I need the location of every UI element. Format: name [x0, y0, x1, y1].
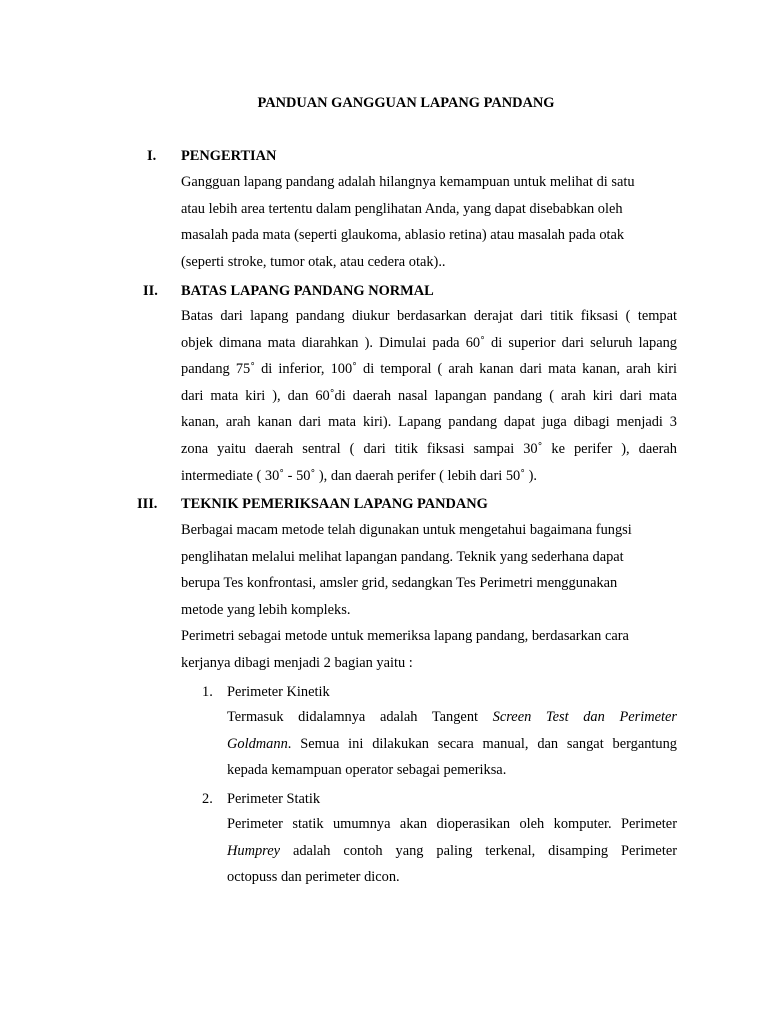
section-2-line: intermediate ( 30˚ - 50˚ ), dan daerah perifer ( lebih dari 50˚ ).	[181, 467, 538, 484]
document-title: PANDUAN GANGGUAN LAPANG PANDANG	[257, 95, 555, 111]
section-1-line: (seperti stroke, tumor otak, atau cedera otak)..	[181, 253, 446, 270]
section-1-number: I.	[147, 148, 157, 164]
list-item-1-line: Termasuk didalamnya adalah Tangent Screen Test dan Perimeter	[227, 709, 677, 725]
section-1-line: Gangguan lapang pandang adalah hilangnya kemampuan untuk melihat di satu	[181, 174, 635, 190]
section-3-line: metode yang lebih kompleks.	[181, 601, 351, 618]
section-2-line: objek dimana mata diarahkan ). Dimulai pada 60˚ di superior dari seluruh lapang	[181, 334, 677, 351]
list-item-1-line: Goldmann. Semua ini dilakukan secara manual, dan sangat bergantung	[227, 735, 677, 752]
list-item-1-label: Perimeter Kinetik	[227, 684, 330, 700]
list-item-2-body	[227, 811, 677, 891]
section-3-line: Perimetri sebagai metode untuk memeriksa lapang pandang, berdasarkan cara	[181, 628, 629, 645]
italic-text: Screen Test dan Perimeter	[492, 709, 677, 725]
section-3-body	[181, 517, 677, 677]
italic-text: Humprey	[227, 842, 281, 859]
list-item-2-line: octopuss dan perimeter dicon.	[227, 869, 400, 886]
section-2-line: kanan, arah kanan dari mata kiri). Lapang pandang dapat juga dibagi menjadi 3	[181, 414, 677, 431]
section-1-body	[181, 169, 677, 275]
section-1-heading: PENGERTIAN	[181, 148, 277, 164]
list-item-1-body	[227, 704, 677, 784]
section-2-heading: BATAS LAPANG PANDANG NORMAL	[181, 283, 434, 299]
list-item-2-label: Perimeter Statik	[227, 791, 321, 807]
section-1-line: atau lebih area tertentu dalam penglihatan Anda, yang dapat disebabkan oleh	[181, 200, 623, 217]
section-1-line: masalah pada mata (seperti glaukoma, ablasio retina) atau masalah pada otak	[181, 227, 625, 244]
section-2-number: II.	[143, 283, 158, 299]
list-item-2-line: Perimeter statik umumnya akan dioperasikan oleh komputer. Perimeter	[227, 816, 677, 832]
section-2-line: dari mata kiri ), dan 60˚di daerah nasal lapangan pandang ( arah kiri dari mata	[181, 387, 677, 404]
list-item-1-line: kepada kemampuan operator sebagai pemeriksa.	[227, 762, 507, 779]
italic-text: Goldmann	[227, 735, 288, 752]
list-item-2-number: 2.	[202, 791, 213, 807]
section-2-line: zona yaitu daerah sentral ( dari titik fiksasi sampai 30˚ ke perifer ), daerah	[181, 440, 677, 457]
section-2-body	[181, 303, 677, 489]
section-2-line: pandang 75˚ di inferior, 100˚ di temporal ( arah kanan dari mata kanan, arah kiri	[181, 361, 677, 378]
section-2-line: Batas dari lapang pandang diukur berdasarkan derajat dari titik fiksasi ( tempat	[181, 308, 677, 324]
list-item-1-number: 1.	[202, 684, 213, 700]
section-3-line: penglihatan melalui melihat lapangan pandang. Teknik yang sederhana dapat	[181, 548, 624, 565]
section-3-number: III.	[137, 496, 158, 512]
section-3-line: berupa Tes konfrontasi, amsler grid, sedangkan Tes Perimetri menggunakan	[181, 575, 618, 592]
section-3-heading: TEKNIK PEMERIKSAAN LAPANG PANDANG	[181, 496, 488, 512]
section-3-line: Berbagai macam metode telah digunakan untuk mengetahui bagaimana fungsi	[181, 522, 632, 538]
list-item-2-line: Humprey adalah contoh yang paling terkenal, disamping Perimeter	[227, 842, 677, 859]
section-3-line: kerjanya dibagi menjadi 2 bagian yaitu :	[181, 654, 413, 671]
